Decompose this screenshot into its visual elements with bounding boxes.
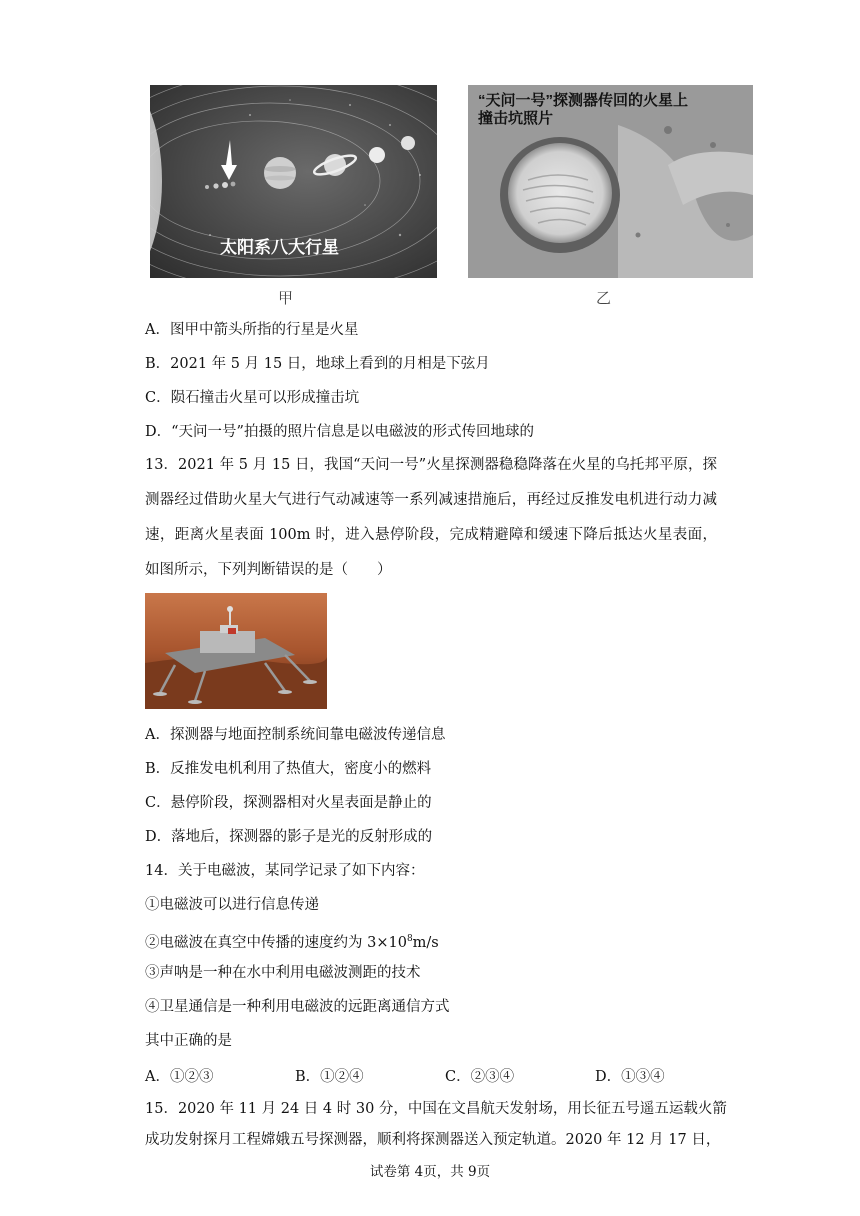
q14-statement-2-unit: m/s <box>412 934 439 951</box>
solar-system-overlay-text: 太阳系八大行星 <box>220 238 339 257</box>
q14-option-c: C．②③④ <box>445 1069 515 1085</box>
q13-option-b: B．反推发电机利用了热值大，密度小的燃料 <box>145 761 432 777</box>
q13-option-a: A．探测器与地面控制系统间靠电磁波传递信息 <box>145 727 446 743</box>
figure-caption-jia: 甲 <box>278 289 294 307</box>
q14-prompt: 其中正确的是 <box>145 1033 232 1049</box>
q14-statement-2 <box>145 929 439 953</box>
q14-option-a: A．①②③ <box>145 1069 214 1085</box>
q14-statement-4: ④卫星通信是一种利用电磁波的远距离通信方式 <box>145 999 450 1015</box>
q12-option-c: C．陨石撞击火星可以形成撞击坑 <box>145 390 360 406</box>
crater-photo-figure <box>468 85 753 278</box>
q14-statement-2-exponent: 8 <box>406 934 413 944</box>
q14-statement-3: ③声呐是一种在水中利用电磁波测距的技术 <box>145 965 421 981</box>
q12-option-d: D．“天问一号”拍摄的照片信息是以电磁波的形式传回地球的 <box>145 424 534 440</box>
solar-system-image <box>150 85 437 278</box>
q14-option-d: D．①③④ <box>595 1069 665 1085</box>
q13-stem: 13．2021 年 5 月 15 日，我国“天问一号”火星探测器稳稳降落在火星的乌托邦平原，探测器经过借助火星大气进行气动减速等一系列减速措施后，再经过反推发电机进行动力减速，距离火星表面 100m 时，进入悬停阶段，完成精避障和缓速下降后抵达火星表面，如图所示，下列判断错误的是（ ） <box>145 457 717 578</box>
q14-statement-1: ①电磁波可以进行信息传递 <box>145 897 319 913</box>
q12-option-a: A．图甲中箭头所指的行星是火星 <box>145 322 359 338</box>
solar-system-figure <box>150 85 437 278</box>
q12-option-b: B．2021 年 5 月 15 日，地球上看到的月相是下弦月 <box>145 356 490 372</box>
q14-statement-2-text: ②电磁波在真空中传播的速度约为 3×10 <box>145 934 407 951</box>
figure-caption-yi: 乙 <box>596 289 612 307</box>
q13-option-c: C．悬停阶段，探测器相对火星表面是静止的 <box>145 795 432 811</box>
q14-options <box>0 1065 860 1085</box>
mars-lander-image <box>145 593 327 709</box>
crater-overlay-text-line1: “天问一号”探测器传回的火星上 <box>478 92 689 109</box>
q13-option-d: D．落地后，探测器的影子是光的反射形成的 <box>145 829 433 845</box>
crater-photo-image <box>468 85 753 278</box>
q15-line-1: 15．2020 年 11 月 24 日 4 时 30 分，中国在文昌航天发射场，用长征五号遥五运载火箭 <box>145 1101 727 1117</box>
q14-stem: 14．关于电磁波，某同学记录了如下内容： <box>145 863 425 879</box>
crater-overlay-text-line2: 撞击坑照片 <box>478 110 554 127</box>
q14-option-b: B．①②④ <box>295 1069 364 1085</box>
q15-line-2: 成功发射探月工程嫦娥五号探测器，顺利将探测器送入预定轨道。2020 年 12 月 17 日， <box>145 1132 721 1148</box>
page-footer: 试卷第 4页，共 9页 <box>369 1164 491 1180</box>
mars-lander-photo <box>145 593 327 709</box>
